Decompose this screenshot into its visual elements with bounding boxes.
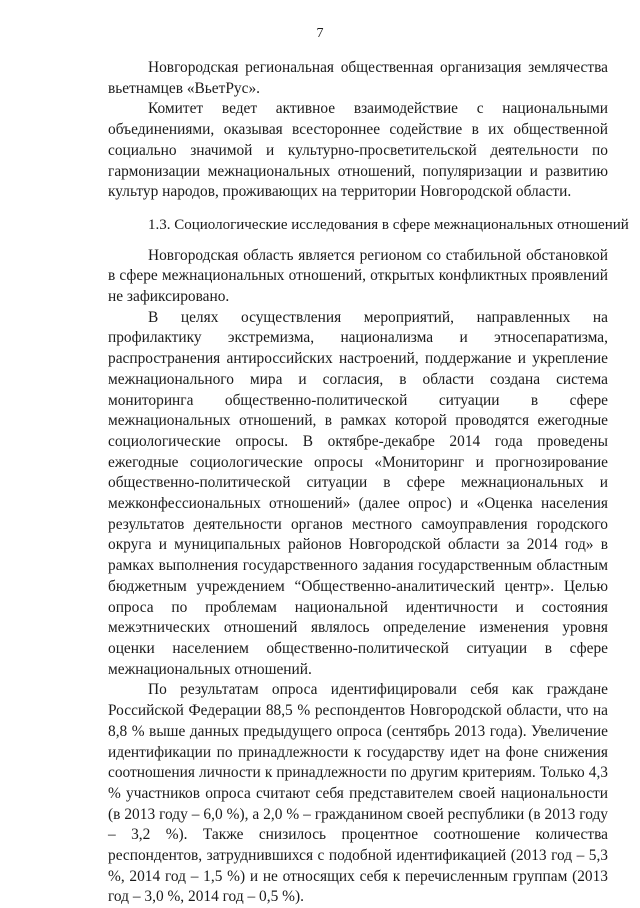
page-number: 7 <box>316 26 324 41</box>
document-body <box>108 58 629 908</box>
paragraph-committee: Комитет ведет активное взаимодействие с национальными объединениями, оказывая всестороннее содействие в их общественной социально значимой и культурно-просветительской деятельности по гармонизации межнациональных отношений, популяризации и развитию культур народов, проживающих на территории Новгородской области. <box>108 100 608 201</box>
section-heading: 1.3. Социологические исследования в сфере межнациональных отношений <box>148 216 629 233</box>
paragraph-results: По результатам опроса идентифицировали себя как граждане Российской Федерации 88,5 % респондентов Новгородской области, что на 8,8 % выше данных предыдущего опроса (сентябрь 2013 года). Увеличение идентификации по принадлежности к государству идет на фоне снижения соотношения личности к принадлежности по другим критериям. Только 4,3 % участников опроса считают себя представителем своей национальности (в 2013 году – 6,0 %), а 2,0 % – гражданином своей республики (в 2013 году – 3,2 %). Также снизилось процентное соотношение количества респондентов, затруднившихся с подобной идентификацией (2013 год – 5,3 %, 2014 год – 1,5 %) и не относящих себя к перечисленным группам (2013 год – 3,0 %, 2014 год – 0,5 %). <box>108 681 608 906</box>
paragraph-organization: Новгородская региональная общественная организация землячества вьетнамцев «ВьетРус». <box>108 59 608 97</box>
paragraph-monitoring: В целях осуществления мероприятий, направленных на профилактику экстремизма, национализма и этносепаратизма, распространения антироссийских настроений, поддержание и укрепление межнационального мира и согласия, в области создана система мониторинга общественно-политической ситуации в сфере межнациональных отношений, в рамках которой проводятся ежегодные социологические опросы. В октябре-декабре 2014 года проведены ежегодные социологические опросы «Мониторинг и прогнозирование общественно-политической ситуации в сфере межнациональных и межконфессиональных отношений» (далее опрос) и «Оценка населения результатов деятельности органов местного самоуправления городского округа и муниципальных районов Новгородской области за 2014 год» в рамках выполнения государственного задания государственным областным бюджетным учреждением “Общественно-аналитический центр». Целью опроса по проблемам национальной идентичности и состояния межэтнических отношений являлось определение изменения уровня оценки населением общественно-политической ситуации в сфере межнациональных отношений. <box>108 308 608 678</box>
paragraph-stability: Новгородская область является регионом со стабильной обстановкой в сфере межнациональных отношений, открытых конфликтных проявлений не зафиксировано. <box>108 246 608 306</box>
